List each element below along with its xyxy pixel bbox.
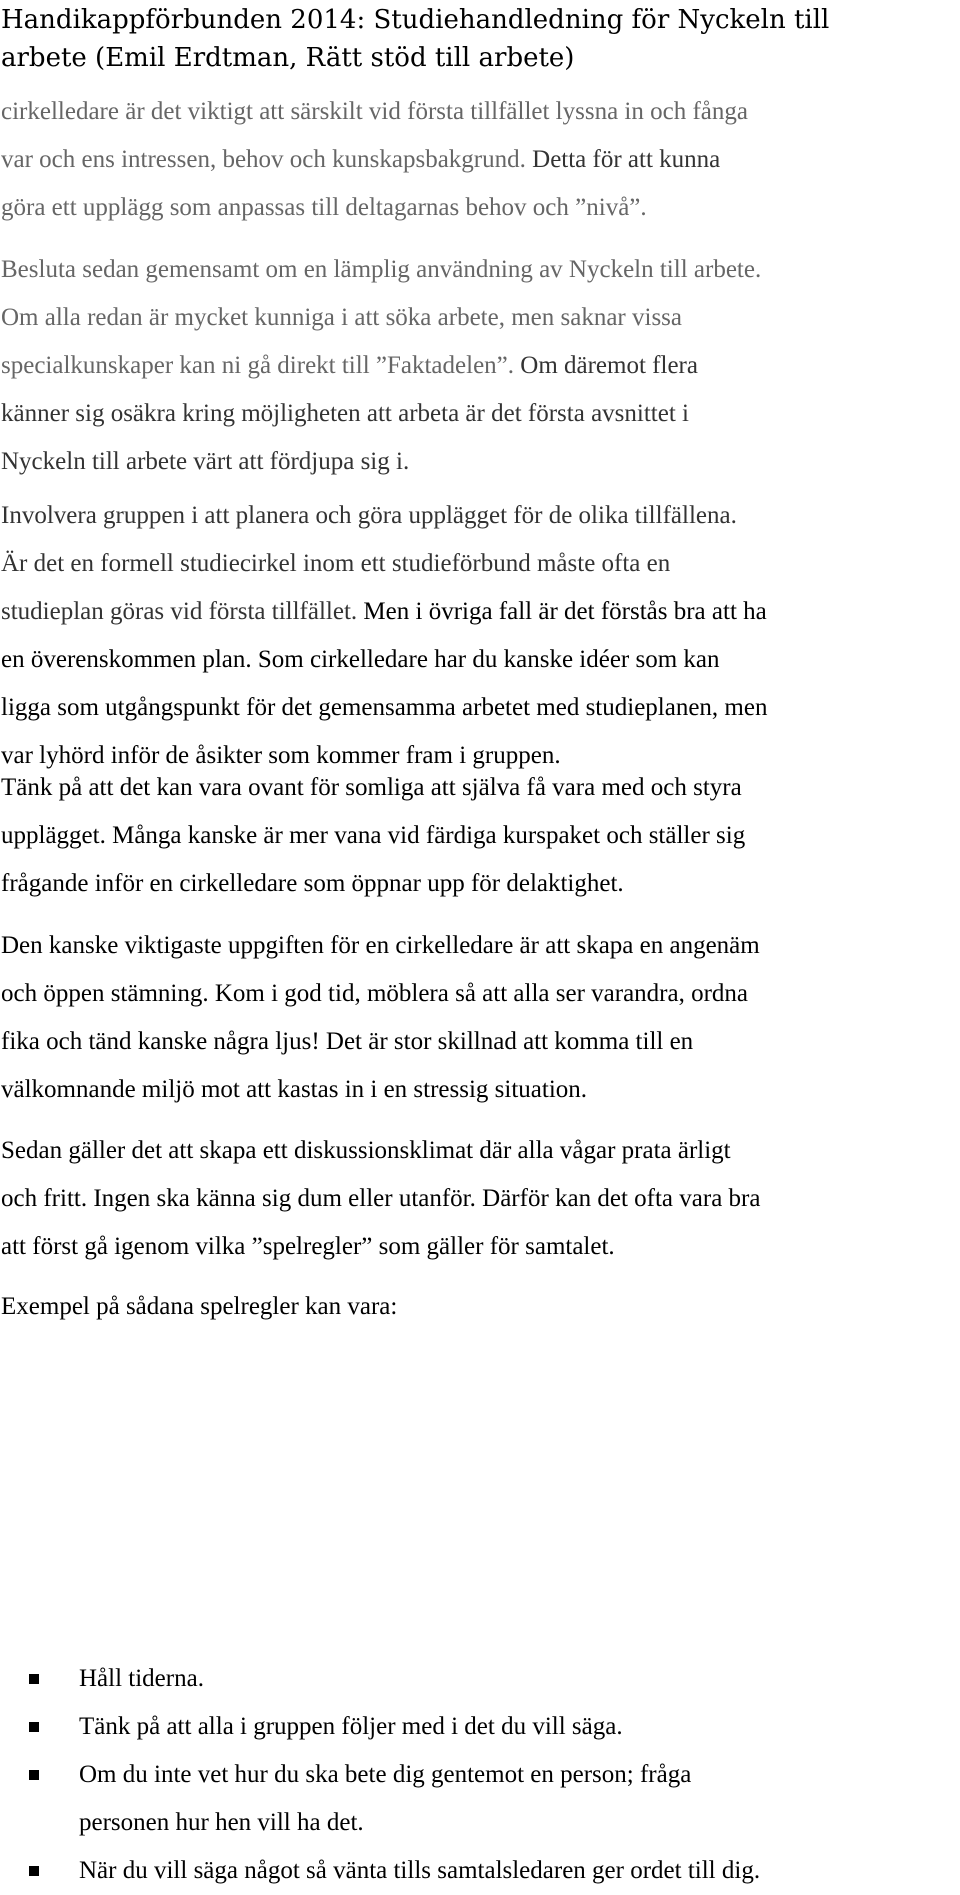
paragraph-5-line-3-part-a: fika och tänd kanske några ljus! bbox=[1, 1028, 320, 1055]
paragraph-6 bbox=[1, 1127, 956, 1271]
paragraph-4-line-3: frågande inför en cirkelledare som öppnar upp för delaktighet. bbox=[1, 870, 624, 897]
paragraph-2-line-1: Besluta sedan gemensamt om en lämplig användning av Nyckeln till arbete. bbox=[1, 256, 762, 283]
paragraph-2 bbox=[1, 246, 956, 486]
paragraph-2-line-3-part-b: Om däremot flera bbox=[514, 352, 698, 379]
bullet-item-1 bbox=[0, 1655, 960, 1703]
paragraph-5-line-1: Den kanske viktigaste uppgiften för en cirkelledare är att skapa en angenäm bbox=[1, 932, 760, 959]
paragraph-1-line-1: cirkelledare är det viktigt att särskilt vid första tillfället lyssna in och fånga bbox=[1, 98, 748, 125]
rules-bullet-list bbox=[0, 1655, 960, 1895]
bullet-item-3-line-1: Om du inte vet hur du ska bete dig gentemot en person; fråga bbox=[79, 1761, 692, 1788]
document-header bbox=[1, 1, 941, 77]
paragraph-3-line-4-part-a: en överenskommen plan. bbox=[1, 646, 252, 673]
bullet-item-3-text bbox=[79, 1751, 960, 1847]
paragraph-3-line-3-part-b: Men i övriga fall är det förstås bra att ha bbox=[357, 598, 767, 625]
paragraph-7-line-1: Exempel på sådana spelregler kan vara: bbox=[1, 1293, 398, 1320]
paragraph-3-line-4-part-b: Som cirkelledare har du kanske idéer som kan bbox=[251, 646, 720, 673]
square-bullet-icon bbox=[29, 1674, 39, 1684]
paragraph-5-line-2 bbox=[1, 970, 956, 1018]
paragraph-6-line-1: Sedan gäller det att skapa ett diskussionsklimat där alla vågar prata ärligt bbox=[1, 1137, 731, 1164]
bullet-item-3 bbox=[0, 1751, 960, 1847]
header-line-2: arbete (Emil Erdtman, Rätt stöd till arbete) bbox=[1, 43, 575, 73]
bullet-item-1-line-1: Håll tiderna. bbox=[79, 1665, 204, 1692]
paragraph-3-line-4 bbox=[1, 636, 956, 684]
paragraph-1-line-2-part-a: var och ens intressen, behov och kunskapsbakgrund. bbox=[1, 146, 526, 173]
paragraph-5-line-2-part-a: och öppen stämning. bbox=[1, 980, 209, 1007]
bullet-item-2-line-1: Tänk på att alla i gruppen följer med i det du vill säga. bbox=[79, 1713, 623, 1740]
paragraph-2-line-3-part-a: specialkunskaper kan ni gå direkt till ”Faktadelen”. bbox=[1, 352, 515, 379]
paragraph-6-line-2-part-c: Därför kan det ofta vara bra bbox=[475, 1185, 761, 1212]
bullet-item-3-line-2: personen hur hen vill ha det. bbox=[79, 1809, 364, 1836]
bullet-item-4-line-1: När du vill säga något så vänta tills samtalsledaren ger ordet till dig. bbox=[79, 1857, 761, 1884]
paragraph-3-line-3-part-a: studieplan göras vid första tillfället. bbox=[1, 598, 358, 625]
paragraph-3 bbox=[1, 492, 956, 780]
square-bullet-icon bbox=[29, 1722, 39, 1732]
paragraph-4-line-1: Tänk på att det kan vara ovant för somliga att själva få vara med och styra bbox=[1, 774, 742, 801]
paragraph-6-line-2 bbox=[1, 1175, 956, 1223]
paragraph-3-line-3 bbox=[1, 588, 956, 636]
paragraph-2-line-2: Om alla redan är mycket kunniga i att söka arbete, men saknar vissa bbox=[1, 304, 683, 331]
paragraph-5 bbox=[1, 922, 956, 1114]
paragraph-4-line-2 bbox=[1, 812, 956, 860]
paragraph-4-line-2-part-a: upplägget. bbox=[1, 822, 106, 849]
paragraph-2-line-4: känner sig osäkra kring möjligheten att arbeta är det första avsnittet i bbox=[1, 400, 689, 427]
bullet-item-4 bbox=[0, 1847, 960, 1895]
bullet-item-2 bbox=[0, 1703, 960, 1751]
paragraph-1-line-3: göra ett upplägg som anpassas till deltagarnas behov och ”nivå”. bbox=[1, 194, 647, 221]
paragraph-6-line-3: att först gå igenom vilka ”spelregler” som gäller för samtalet. bbox=[1, 1233, 615, 1260]
paragraph-1-line-2-part-b: Detta för att kunna bbox=[525, 146, 721, 173]
paragraph-3-line-5: ligga som utgångspunkt för det gemensamma arbetet med studieplanen, men bbox=[1, 694, 768, 721]
paragraph-5-line-3-part-b: Det är stor skillnad att komma till en bbox=[319, 1028, 694, 1055]
paragraph-4 bbox=[1, 764, 956, 908]
bullet-item-4-text bbox=[79, 1847, 960, 1895]
header-line-1: Handikappförbunden 2014: Studiehandledning för Nyckeln till bbox=[1, 5, 830, 35]
paragraph-6-line-2-part-a: och fritt. bbox=[1, 1185, 88, 1212]
paragraph-2-line-3 bbox=[1, 342, 956, 390]
paragraph-5-line-3 bbox=[1, 1018, 956, 1066]
paragraph-1 bbox=[1, 88, 956, 232]
paragraph-3-line-2: Är det en formell studiecirkel inom ett studieförbund måste ofta en bbox=[1, 550, 671, 577]
paragraph-2-line-5: Nyckeln till arbete värt att fördjupa sig i. bbox=[1, 448, 410, 475]
paragraph-4-line-2-part-b: Många kanske är mer vana vid färdiga kurspaket och ställer sig bbox=[105, 822, 746, 849]
bullet-item-1-text bbox=[79, 1655, 960, 1703]
paragraph-3-line-1: Involvera gruppen i att planera och göra upplägget för de olika tillfällena. bbox=[1, 502, 737, 529]
paragraph-1-line-2 bbox=[1, 136, 956, 184]
paragraph-6-line-2-part-b: Ingen ska känna sig dum eller utanför. bbox=[87, 1185, 476, 1212]
paragraph-7 bbox=[1, 1283, 956, 1331]
square-bullet-icon bbox=[29, 1770, 39, 1780]
bullet-item-2-text bbox=[79, 1703, 960, 1751]
square-bullet-icon bbox=[29, 1866, 39, 1876]
paragraph-5-line-4: välkomnande miljö mot att kastas in i en stressig situation. bbox=[1, 1076, 588, 1103]
paragraph-5-line-2-part-b: Kom i god tid, möblera så att alla ser varandra, ordna bbox=[208, 980, 749, 1007]
paragraph-3-line-6: var lyhörd inför de åsikter som kommer fram i gruppen. bbox=[1, 742, 561, 769]
